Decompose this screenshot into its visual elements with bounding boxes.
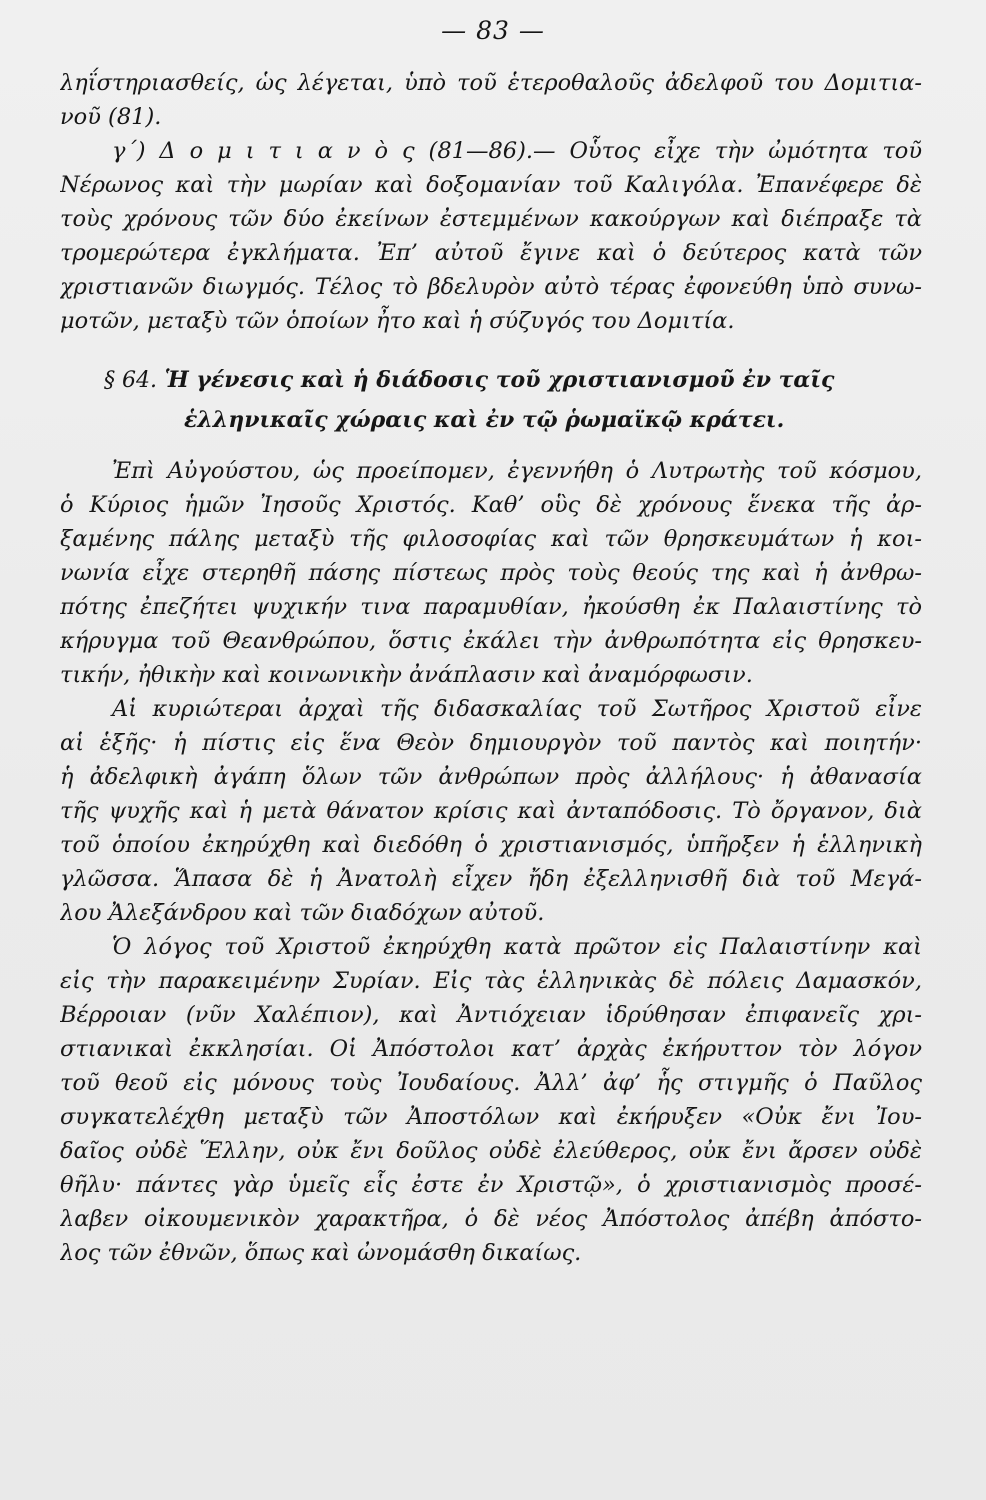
text-line: εἰς τὴν παρακειμένην Συρίαν. Εἰς τὰς ἑλληνικὰς δὲ πόλεις Δαμασκόν, [60, 968, 922, 994]
paragraph-2 [60, 134, 922, 338]
text-line: γ΄) Δ ο μ ι τ ι α ν ὸ ς (81—86).— Οὗτος εἶχε τὴν ὠμότητα τοῦ [112, 138, 922, 164]
text-line: Βέρροιαν (νῦν Χαλέπιον), καὶ Ἀντιόχειαν ἱδρύθησαν ἐπιφανεῖς χρι- [60, 1002, 922, 1028]
text-line: συγκατελέχθη μεταξὺ τῶν Ἀποστόλων καὶ ἐκήρυξεν «Οὐκ ἔνι Ἰου- [60, 1104, 922, 1130]
text-line: αἱ ἑξῆς· ἡ πίστις εἰς ἕνα Θεὸν δημιουργὸν τοῦ παντὸς καὶ ποιητήν· [60, 730, 922, 756]
text-line: Ἐπὶ Αὐγούστου, ὡς προείπομεν, ἐγεννήθη ὁ Λυτρωτὴς τοῦ κόσμου, [112, 458, 922, 484]
text-line: λαβεν οἰκουμενικὸν χαρακτῆρα, ὁ δὲ νέος Ἀπόστολος ἀπέβη ἀπόστο- [60, 1206, 922, 1232]
page-number: — 83 — [441, 16, 545, 45]
section-number: § 64. [104, 368, 157, 393]
section-heading [60, 360, 922, 440]
text-line: τοῦ ὁποίου ἐκηρύχθη καὶ διεδόθη ὁ χριστιανισμός, ὑπῆρξεν ἡ ἑλληνικὴ [60, 832, 922, 858]
text-line: νοῦ (81). [60, 104, 162, 130]
section-heading-line-1 [60, 360, 922, 400]
text-line: Νέρωνος καὶ τὴν μωρίαν καὶ δοξομανίαν τοῦ Καλιγόλα. Ἐπανέφερε δὲ [60, 172, 922, 198]
text-line: τῆς ψυχῆς καὶ ἡ μετὰ θάνατον κρίσις καὶ ἀνταπόδοσις. Τὸ ὄργανον, διὰ [60, 798, 922, 824]
text-line: τρομερώτερα ἐγκλήματα. Ἐπ’ αὐτοῦ ἔγινε καὶ ὁ δεύτερος κατὰ τῶν [60, 240, 922, 266]
text-line: λου Ἀλεξάνδρου καὶ τῶν διαδόχων αὐτοῦ. [60, 900, 545, 926]
text-line: κήρυγμα τοῦ Θεανθρώπου, ὅστις ἐκάλει τὴν ἀνθρωπότητα εἰς θρησκευ- [60, 628, 922, 654]
page-body [60, 66, 922, 1270]
spacer [60, 440, 922, 454]
text-line: τοὺς χρόνους τῶν δύο ἐκείνων ἐστεμμένων κακούργων καὶ διέπραξε τὰ [60, 206, 922, 232]
paragraph-5 [60, 930, 922, 1270]
paragraph-4 [60, 692, 922, 930]
text-line: δαῖος οὐδὲ Ἕλλην, οὐκ ἔνι δοῦλος οὐδὲ ἐλεύθερος, οὐκ ἔνι ἄρσεν οὐδὲ [60, 1138, 922, 1164]
text-line: νωνία εἶχε στερηθῆ πάσης πίστεως πρὸς τοὺς θεούς της καὶ ἡ ἀνθρω- [60, 560, 922, 586]
text-line: ληΐστηριασθείς, ὡς λέγεται, ὑπὸ τοῦ ἑτεροθαλοῦς ἀδελφοῦ του Δομιτια- [60, 70, 922, 96]
text-line: ἡ ἀδελφικὴ ἀγάπη ὅλων τῶν ἀνθρώπων πρὸς ἀλλήλους· ἡ ἀθανασία [60, 764, 922, 790]
text-line: χριστιανῶν διωγμός. Τέλος τὸ βδελυρὸν αὐτὸ τέρας ἐφονεύθη ὑπὸ συνω- [60, 274, 922, 300]
paragraph-1 [60, 66, 922, 134]
text-line: στιανικαὶ ἐκκλησίαι. Οἱ Ἀπόστολοι κατ’ ἀρχὰς ἐκήρυττον τὸν λόγον [60, 1036, 922, 1062]
text-line: μοτῶν, μεταξὺ τῶν ὁποίων ἦτο καὶ ἡ σύζυγός του Δομιτία. [60, 308, 735, 334]
section-title-part-1: Ἡ γένεσις καὶ ἡ διάδοσις τοῦ χριστιανισμοῦ ἐν ταῖς [164, 367, 835, 393]
text-line: γλῶσσα. Ἅπασα δὲ ἡ Ἀνατολὴ εἶχεν ἤδη ἐξελληνισθῆ διὰ τοῦ Μεγά- [60, 866, 922, 892]
text-line: θῆλυ· πάντες γὰρ ὑμεῖς εἷς ἐστε ἐν Χριστῷ», ὁ χριστιανισμὸς προσέ- [60, 1172, 922, 1198]
text-line: τικήν, ἠθικὴν καὶ κοινωνικὴν ἀνάπλασιν καὶ ἀναμόρφωσιν. [60, 662, 753, 688]
text-line: ὁ Κύριος ἡμῶν Ἰησοῦς Χριστός. Καθ’ οὓς δὲ χρόνους ἕνεκα τῆς ἀρ- [60, 492, 922, 518]
section-heading-line-2: ἑλληνικαῖς χώραις καὶ ἐν τῷ ῥωμαϊκῷ κράτει. [184, 407, 785, 433]
paragraph-3 [60, 454, 922, 692]
text-line: Αἱ κυριώτεραι ἀρχαὶ τῆς διδασκαλίας τοῦ Σωτῆρος Χριστοῦ εἶνε [112, 696, 922, 722]
text-line: ξαμένης πάλης μεταξὺ τῆς φιλοσοφίας καὶ τῶν θρησκευμάτων ἡ κοι- [60, 526, 922, 552]
text-line: λος τῶν ἐθνῶν, ὅπως καὶ ὠνομάσθη δικαίως. [60, 1240, 582, 1266]
text-line: τοῦ θεοῦ εἰς μόνους τοὺς Ἰουδαίους. Ἀλλ’ ἀφ’ ἧς στιγμῆς ὁ Παῦλος [60, 1070, 922, 1096]
text-line: Ὁ λόγος τοῦ Χριστοῦ ἐκηρύχθη κατὰ πρῶτον εἰς Παλαιστίνην καὶ [112, 934, 922, 960]
text-line: πότης ἐπεζήτει ψυχικήν τινα παραμυθίαν, ἠκούσθη ἐκ Παλαιστίνης τὸ [60, 594, 922, 620]
